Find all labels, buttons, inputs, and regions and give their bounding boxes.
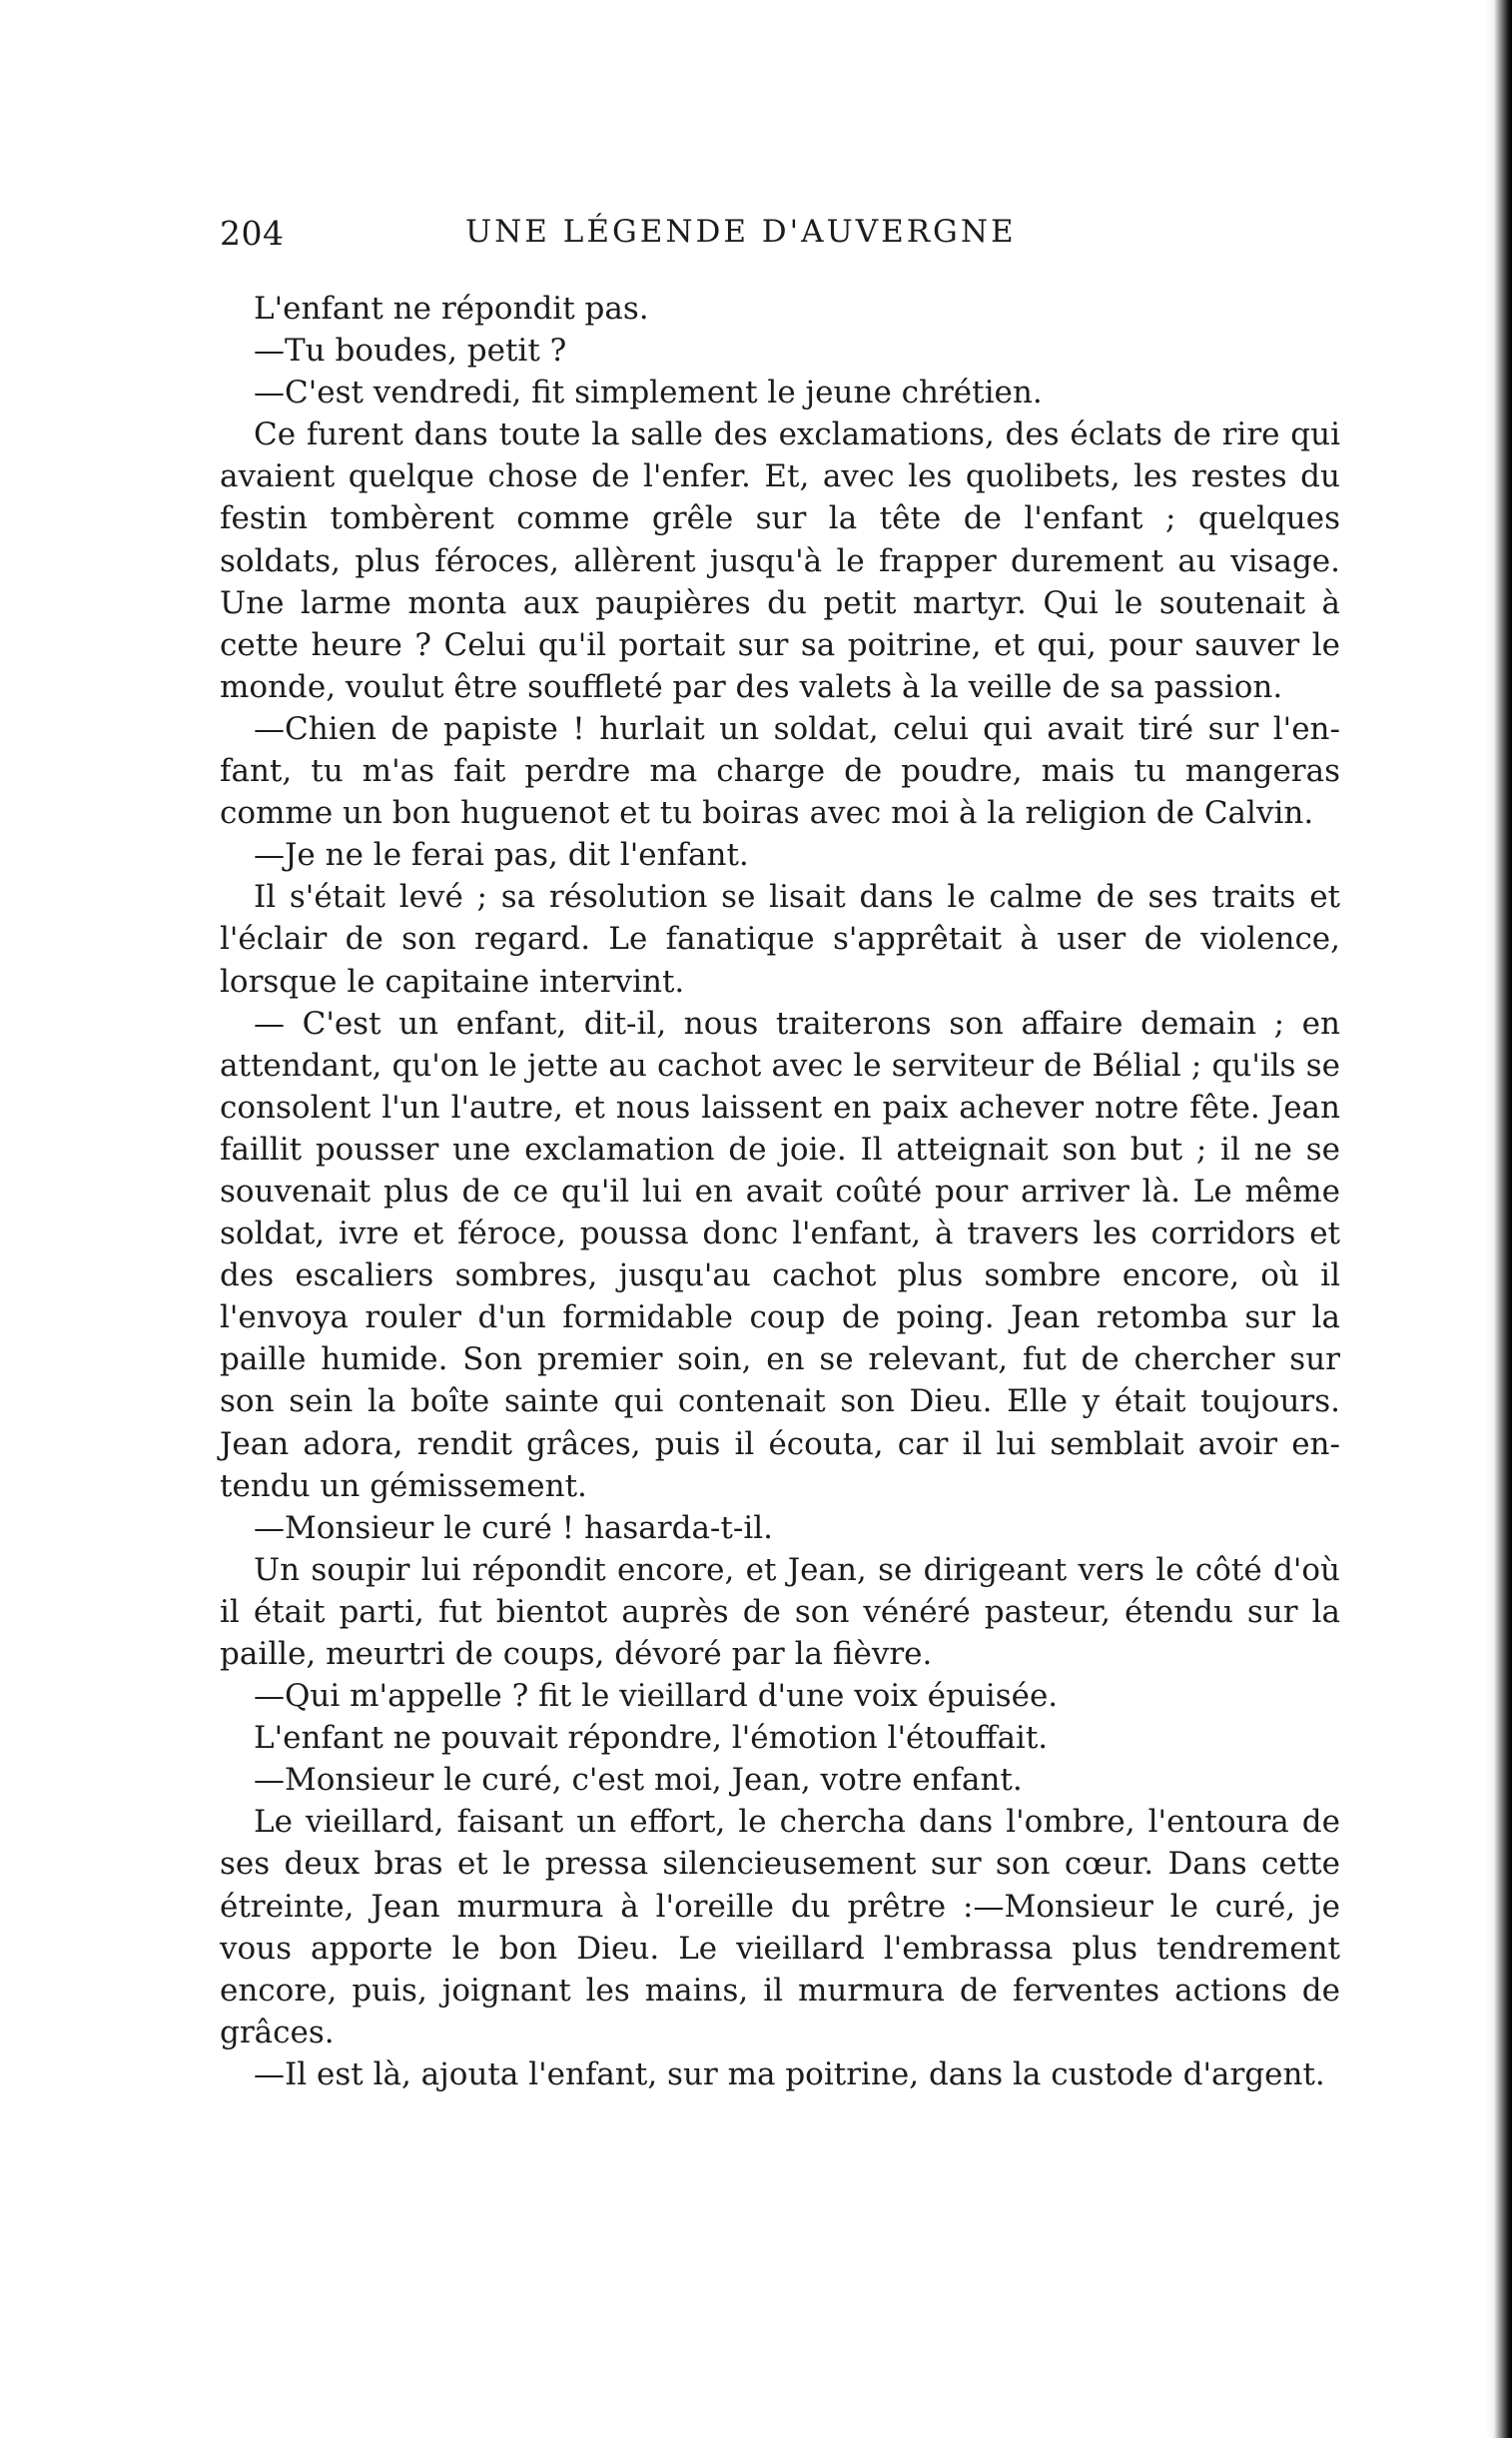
- paragraph: L'enfant ne répondit pas.: [254, 291, 649, 327]
- paragraph: —C'est vendredi, fit simplement le jeune chrétien.: [254, 375, 1043, 411]
- paragraph: L'enfant ne pouvait répondre, l'émotion l'étouffait.: [254, 1720, 1049, 1757]
- body-text: [220, 288, 1340, 2095]
- page-binding-edge: [1486, 0, 1512, 2438]
- paragraph: Ce furent dans toute la salle des exclamations, des éclats de rire qui avaient quelque chose de l'enfer. Et, avec les quolibets, les restes du festin tombèrent comme grêle sur la tête de l'enfant ; quelques soldats, plus féroces, allèrent jusqu'à le frapper durement au visage. Une larme monta aux paupières du petit martyr. Qui le soutenait à cette heure ? Celui qu'il portait sur sa poitrine, et qui, pour sauver le monde, voulut être souffleté par des valets à la veille de sa passion.: [220, 416, 1340, 705]
- paragraph: —Chien de papiste ! hurlait un soldat, celui qui avait tiré sur l'enfant, tu m'as fait perdre ma charge de poudre, mais tu mangeras comme un bon huguenot et tu boiras avec moi à la religion de Calvin.: [220, 710, 1340, 832]
- page-number: 204: [220, 214, 285, 253]
- paragraph: —Qui m'appelle ? fit le vieillard d'une voix épuisée.: [254, 1678, 1059, 1715]
- page-header: [220, 214, 1348, 258]
- paragraph: —Tu boudes, petit ?: [254, 333, 567, 370]
- paragraph: Il s'était levé ; sa résolution se lisait dans le calme de ses traits et l'éclair de son regard. Le fanatique s'apprêtait à user de violence, lorsque le capitaine intervint.: [220, 879, 1340, 1000]
- paragraph: —Je ne le ferai pas, dit l'enfant.: [254, 837, 749, 874]
- paragraph: — C'est un enfant, dit-il, nous traiterons son affaire demain ; en attendant, qu'on le jette au cachot avec le serviteur de Bélial ; qu'ils se consolent l'un l'autre, et nous laissent en paix achever notre fête. Jean faillit pousser une exclamation de joie. Il atteignait son but ; il ne se souvenait plus de ce qu'il lui en avait coûté pour arriver là. Le même soldat, ivre et féroce, poussa donc l'enfant, à travers les corridors et des escaliers sombres, jusqu'au cachot plus sombre encore, où il l'envoya rouler d'un formidable coup de poing. Jean retomba sur la paille humide. Son premier soin, en se relevant, fut de chercher sur son sein la boîte sainte qui contenait son Dieu. Elle y était toujours. Jean adora, rendit grâces, puis il écouta, car il lui semblait avoir entendu un gémissement.: [220, 1005, 1340, 1504]
- paragraph: Le vieillard, faisant un effort, le chercha dans l'ombre, l'entoura de ses deux bras et le pressa silencieusement sur son cœur. Dans cette étreinte, Jean murmura à l'oreille du prêtre :—Monsieur le curé, je vous apporte le bon Dieu. Le vieillard l'embrassa plus tendrement encore, puis, joignant les mains, il murmura de ferventes actions de grâces.: [220, 1804, 1340, 2050]
- running-title: UNE LÉGENDE D'AUVERGNE: [465, 214, 1017, 250]
- paragraph: —Monsieur le curé, c'est moi, Jean, votre enfant.: [254, 1762, 1023, 1799]
- paragraph: Un soupir lui répondit encore, et Jean, se dirigeant vers le côté d'où il était parti, fut bientot auprès de son vénéré pasteur, étendu sur la paille, meurtri de coups, dévoré par la fièvre.: [220, 1551, 1340, 1672]
- paragraph: —Monsieur le curé ! hasarda-t-il.: [254, 1509, 774, 1546]
- paragraph: —Il est là, ajouta l'enfant, sur ma poitrine, dans la custode d'argent.: [254, 2055, 1325, 2092]
